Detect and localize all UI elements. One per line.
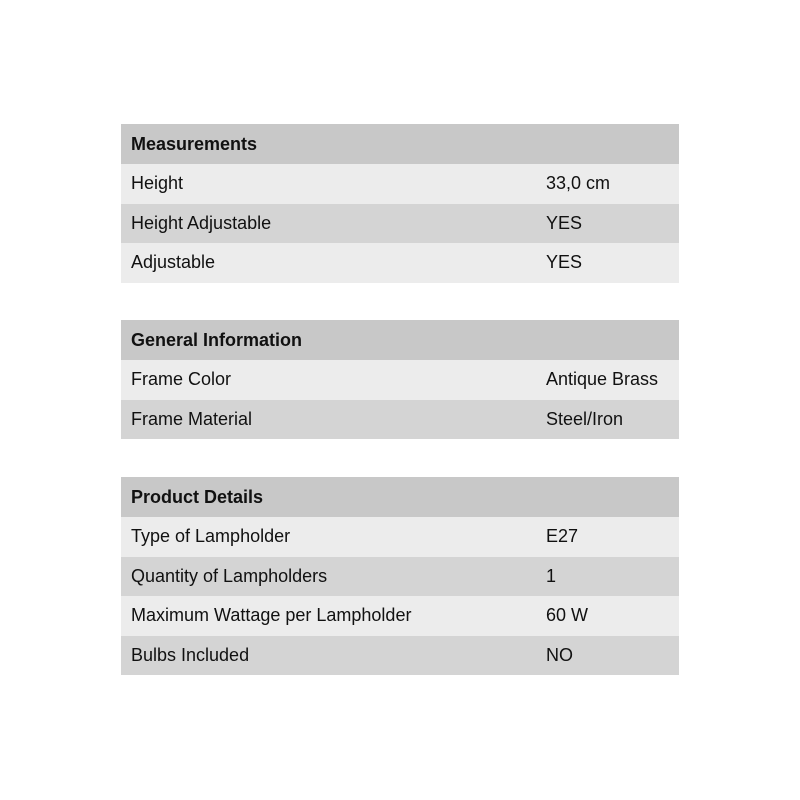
product-details-header: Product Details: [121, 477, 679, 517]
product-details-table: [121, 477, 679, 675]
measurements-header: Measurements: [121, 124, 679, 164]
row-label: Height Adjustable: [131, 212, 272, 233]
table-row: [121, 204, 679, 244]
row-value: NO: [546, 644, 573, 665]
table-row: [121, 596, 679, 636]
measurements-table: [121, 124, 679, 283]
row-label: Type of Lampholder: [131, 526, 291, 547]
row-label: Height: [131, 173, 184, 194]
table-row: [121, 360, 679, 400]
row-label: Bulbs Included: [131, 644, 250, 665]
row-value: Antique Brass: [546, 369, 659, 390]
row-value: YES: [546, 212, 583, 233]
table-row: [121, 400, 679, 440]
row-label: Frame Material: [131, 408, 253, 429]
row-value: E27: [546, 526, 579, 547]
row-value: 33,0 cm: [546, 173, 611, 194]
row-value: 60 W: [546, 605, 589, 626]
table-row: [121, 164, 679, 204]
general-information-table: [121, 320, 679, 439]
row-value: YES: [546, 252, 583, 273]
row-label: Frame Color: [131, 369, 232, 390]
row-value: 1: [546, 565, 557, 586]
row-label: Adjustable: [131, 252, 216, 273]
table-row: [121, 557, 679, 597]
row-value: Steel/Iron: [546, 408, 624, 429]
row-label: Maximum Wattage per Lampholder: [131, 605, 412, 626]
row-label: Quantity of Lampholders: [131, 565, 328, 586]
general-information-header: General Information: [121, 320, 679, 360]
table-row: [121, 517, 679, 557]
table-row: [121, 243, 679, 283]
table-row: [121, 636, 679, 676]
